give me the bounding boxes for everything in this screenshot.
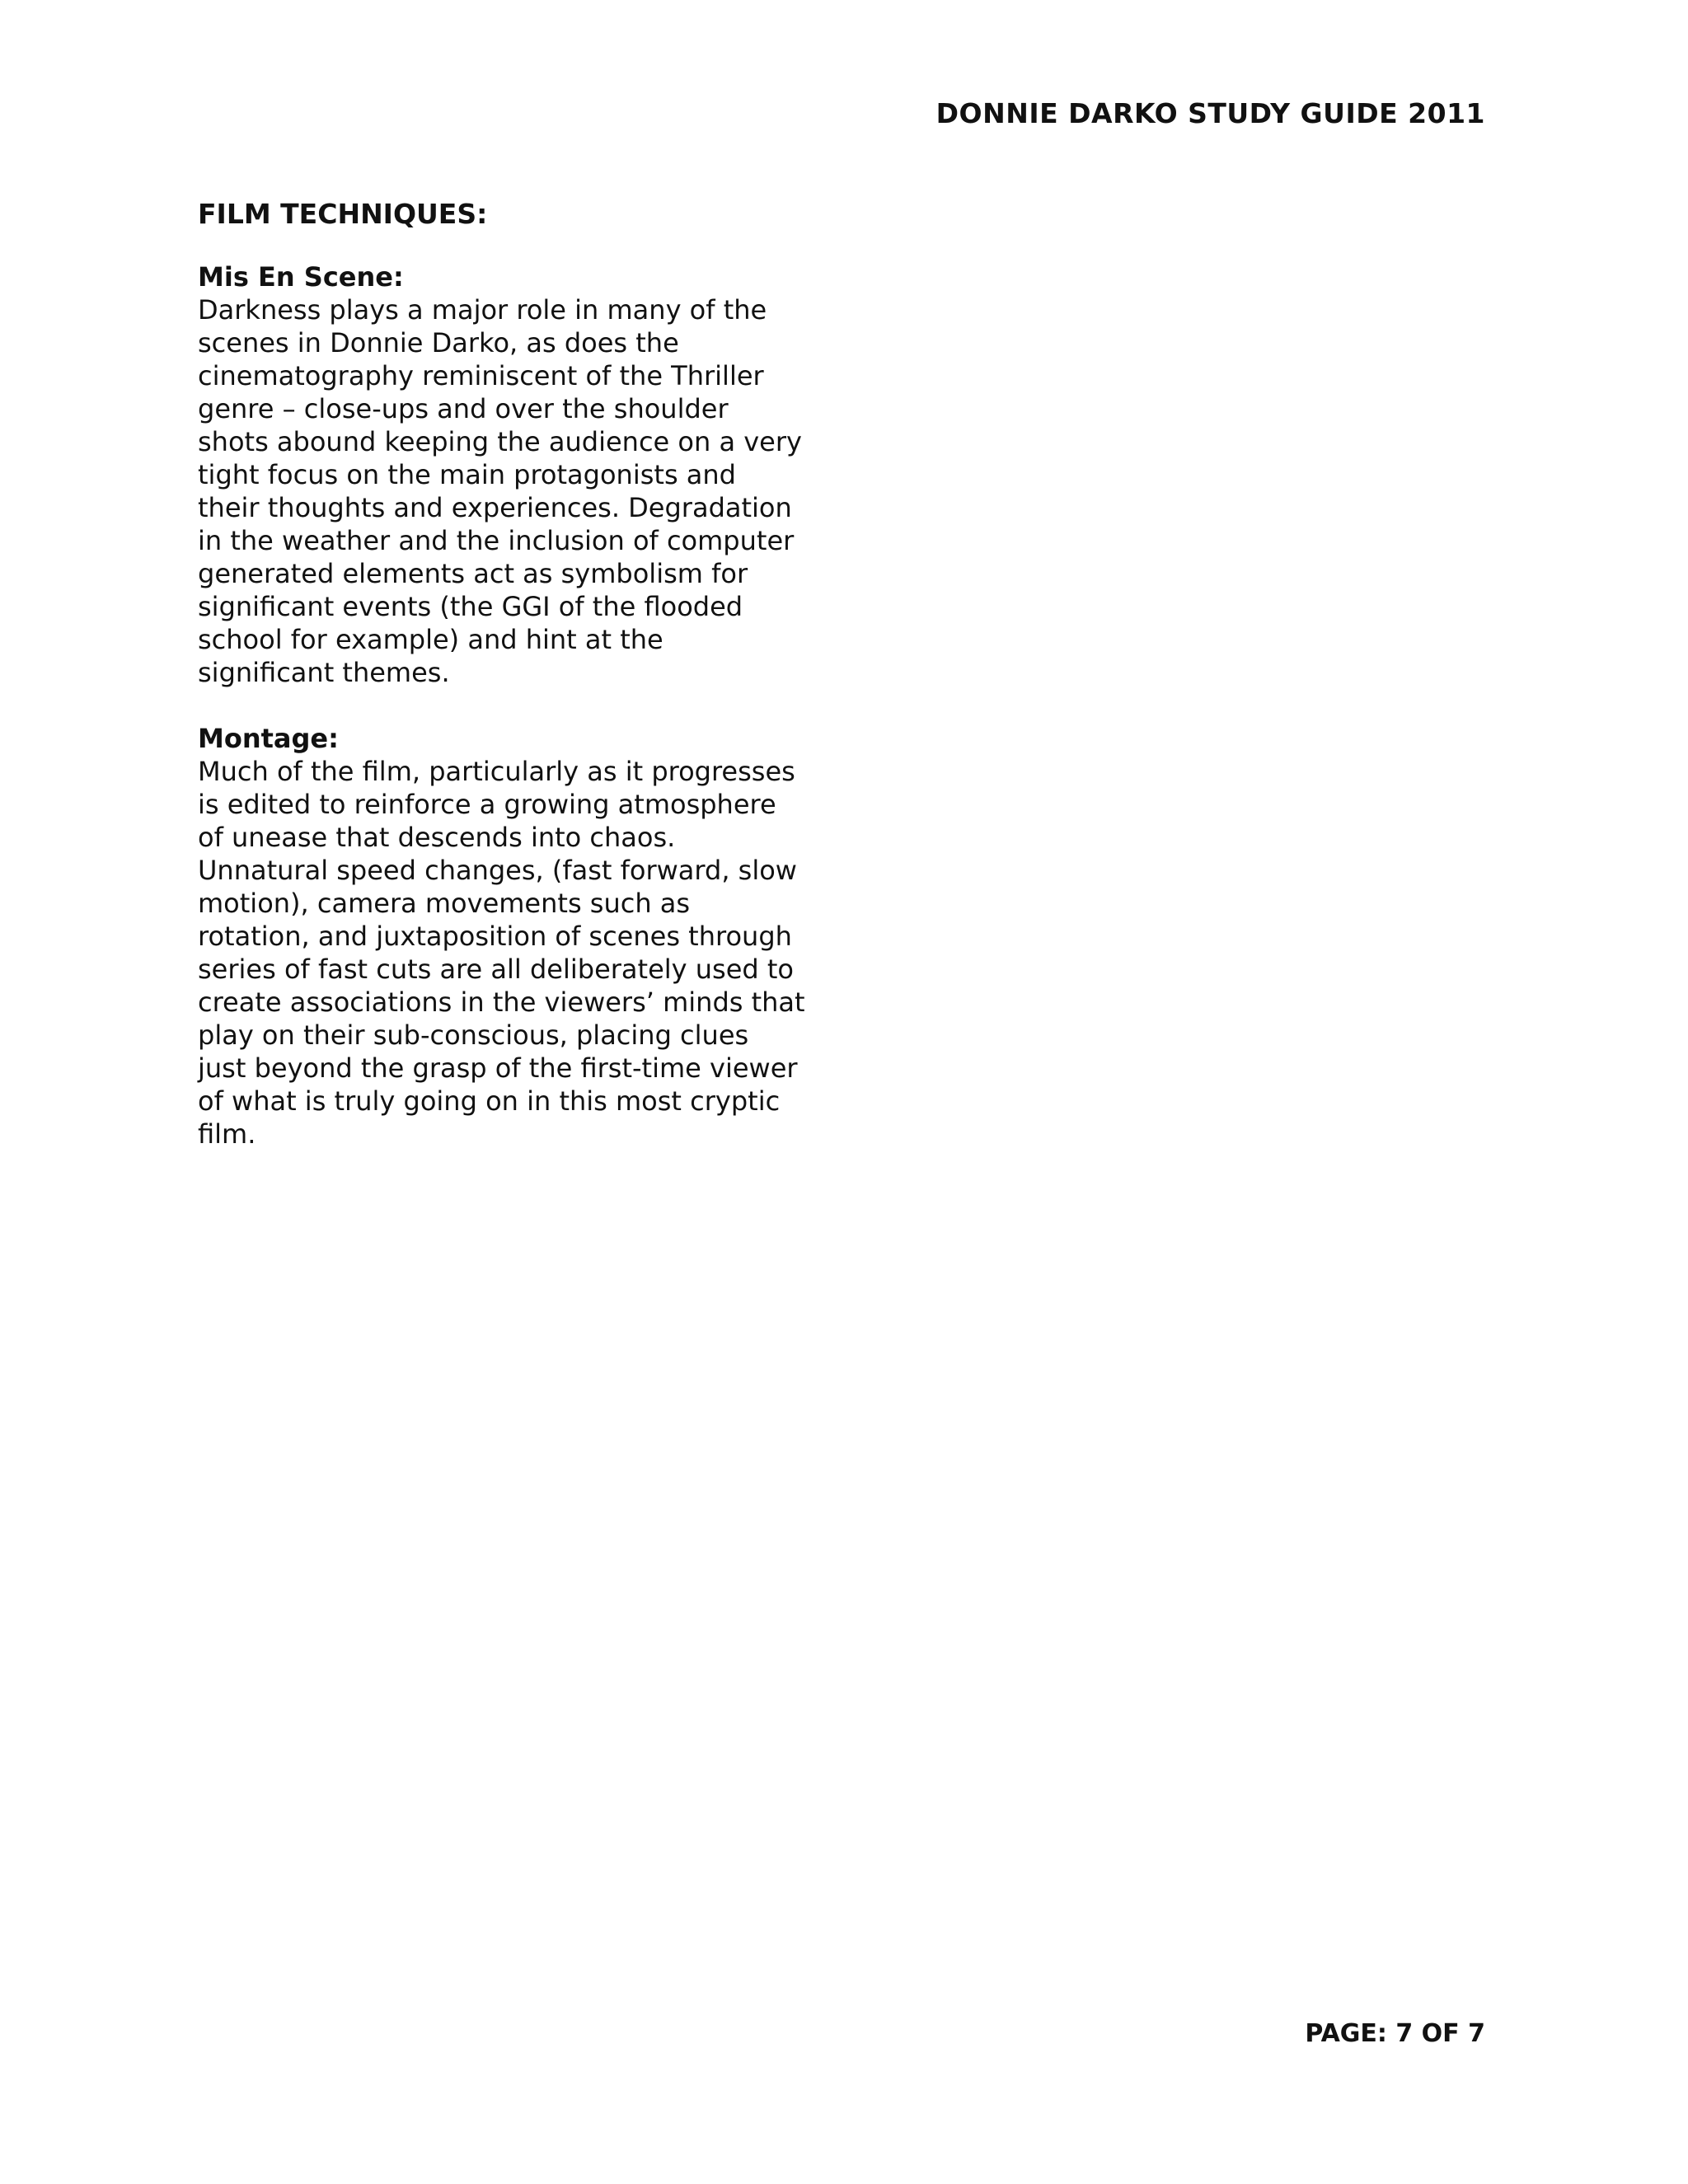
text-line: rotation, and juxtaposition of scenes through (198, 921, 792, 952)
text-line: create associations in the viewers’ minds that (198, 987, 805, 1018)
text-line: of what is truly going on in this most cryptic (198, 1085, 781, 1117)
paragraph-mis-en-scene (198, 293, 824, 689)
subsection-title-mis-en-scene: Mis En Scene: (198, 261, 404, 293)
document-header-title: DONNIE DARKO STUDY GUIDE 2011 (935, 97, 1485, 129)
subsection-title-montage: Montage: (198, 723, 339, 754)
text-line: generated elements act as symbolism for (198, 558, 748, 589)
text-line: cinematography reminiscent of the Thriller (198, 360, 764, 391)
text-line: scenes in Donnie Darko, as does the (198, 327, 679, 359)
text-line: genre – close-ups and over the shoulder (198, 393, 729, 424)
text-line: film. (198, 1118, 256, 1150)
paragraph-montage (198, 755, 824, 1151)
subsection-mis-en-scene (198, 260, 824, 689)
text-line: of unease that descends into chaos. (198, 822, 676, 853)
text-line: school for example) and hint at the (198, 624, 663, 655)
section-heading-film-techniques: FILM TECHNIQUES: (198, 198, 488, 230)
text-line: shots abound keeping the audience on a very (198, 426, 802, 457)
text-line: their thoughts and experiences. Degradation (198, 492, 792, 523)
text-line: play on their sub-conscious, placing clues (198, 1019, 749, 1051)
text-line: in the weather and the inclusion of computer (198, 525, 795, 556)
text-line: significant events (the GGI of the flooded (198, 591, 743, 622)
text-line: Unnatural speed changes, (fast forward, slow (198, 855, 797, 886)
page-number: PAGE: 7 OF 7 (1305, 2019, 1485, 2048)
text-line: Much of the film, particularly as it progresses (198, 756, 795, 787)
main-content (198, 198, 824, 1183)
text-line: series of fast cuts are all deliberately used to (198, 954, 794, 985)
text-line: is edited to reinforce a growing atmosphere (198, 789, 776, 820)
text-line: tight focus on the main protagonists and (198, 459, 736, 490)
subsection-montage (198, 722, 824, 1151)
text-line: just beyond the grasp of the first-time viewer (198, 1052, 798, 1084)
text-line: Darkness plays a major role in many of the (198, 294, 767, 326)
text-line: motion), camera movements such as (198, 888, 691, 919)
text-line: significant themes. (198, 657, 450, 688)
